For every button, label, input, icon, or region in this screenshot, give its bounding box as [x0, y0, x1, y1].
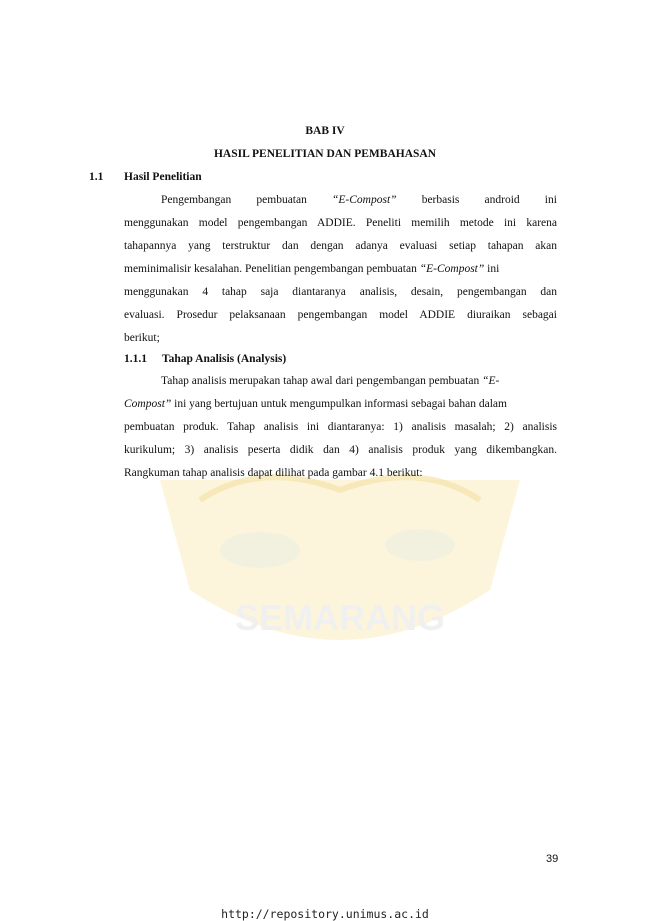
paragraph-2-line-1	[161, 376, 557, 388]
section-number: 1.1	[89, 171, 104, 183]
footer-url[interactable]: http://repository.unimus.ac.id	[221, 907, 429, 921]
paragraph-1-line-4	[124, 264, 557, 276]
paragraph-2-line-5: Rangkuman tahap analisis dapat dilihat pada gambar 4.1 berikut:	[124, 467, 423, 479]
page-number: 39	[546, 853, 559, 865]
product-name: “E-Compost”	[419, 263, 485, 275]
chapter-title: HASIL PENELITIAN DAN PEMBAHASAN	[213, 148, 437, 160]
product-name: “E-Compost”	[332, 194, 397, 206]
product-name: “E-	[482, 375, 500, 387]
text-span: ini	[484, 263, 500, 275]
text-span: android	[484, 194, 520, 206]
subsection-number: 1.1.1	[124, 353, 147, 365]
paragraph-2-line-2	[124, 399, 557, 411]
text-span: ini	[544, 194, 557, 206]
chapter-label: BAB IV	[305, 125, 345, 137]
product-name: Compost”	[124, 398, 172, 410]
paragraph-2-line-4: kurikulum; 3) analisis peserta didik dan 4) analisis produk yang dikembangkan.	[124, 444, 557, 456]
paragraph-1-line-1	[161, 195, 557, 207]
watermark-text: SEMARANG	[234, 597, 446, 638]
paragraph-1-line-6: evaluasi. Prosedur pelaksanaan pengembangan model ADDIE diuraikan sebagai	[124, 309, 557, 321]
text-span: Tahap analisis merupakan tahap awal dari pengembangan pembuatan	[161, 375, 483, 387]
text-span: pembuatan	[256, 194, 307, 206]
text-span: Pengembangan	[161, 194, 232, 206]
paragraph-1-line-2: menggunakan model pengembangan ADDIE. Peneliti memilih metode ini karena	[124, 217, 557, 229]
text-span: ini yang bertujuan untuk mengumpulkan informasi sebagai bahan dalam	[171, 398, 507, 410]
text-span: berbasis	[421, 194, 460, 206]
subsection-title: Tahap Analisis (Analysis)	[162, 353, 287, 365]
section-title: Hasil Penelitian	[124, 171, 202, 183]
text-span: meminimalisir kesalahan. Penelitian pengembangan pembuatan	[124, 263, 420, 275]
paragraph-1-line-5: menggunakan 4 tahap saja diantaranya analisis, desain, pengembangan dan	[124, 286, 557, 298]
paragraph-2-line-3: pembuatan produk. Tahap analisis ini diantaranya: 1) analisis masalah; 2) analisis	[124, 421, 557, 433]
paragraph-1-line-7: berikut;	[124, 332, 160, 344]
paragraph-1-line-3: tahapannya yang terstruktur dan dengan adanya evaluasi setiap tahapan akan	[124, 240, 557, 252]
